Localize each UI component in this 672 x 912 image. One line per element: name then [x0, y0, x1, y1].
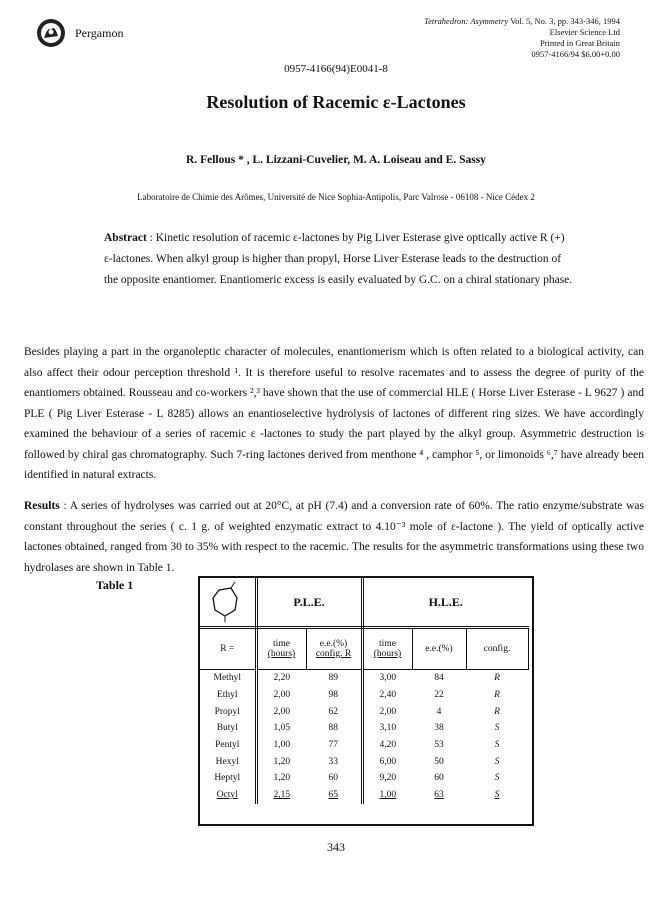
row-time-ple: 1,20 — [273, 756, 291, 767]
row-r: Heptyl — [200, 770, 256, 787]
table-row — [200, 753, 528, 770]
results-table — [198, 576, 534, 826]
col-time-hle-unit: (hours) — [373, 649, 402, 659]
col-time-ple-unit: (hours) — [267, 649, 296, 659]
journal-printed: Printed in Great Britain — [539, 38, 620, 48]
row-time-ple: 2,20 — [273, 673, 291, 684]
row-r: Methyl — [200, 670, 256, 687]
publisher-logo-icon — [36, 18, 66, 48]
row-time-ple: 2,00 — [273, 706, 291, 717]
row-ee-ple: 62 — [306, 703, 362, 720]
row-time-hle: 4,20 — [379, 740, 397, 751]
journal-copyright: Elsevier Science Ltd — [549, 27, 620, 37]
row-ee-hle: 53 — [434, 740, 444, 751]
article-doi: 0957-4166(94)E0041-8 — [284, 63, 388, 75]
row-r: Hexyl — [200, 753, 256, 770]
abstract-text: : Kinetic resolution of racemic ε-lactones by Pig Liver Esterase give optically active R (+) ε-lactones. When alkyl group is higher than propyl, Horse Liver Esterase leads to the destruction of the opposite enantiomer. Enantiomeric excess is easily evaluated by G.C. on a chiral stationary phase. — [104, 232, 573, 286]
journal-name: Tetrahedron: Asymmetry — [424, 16, 509, 26]
table-row — [200, 703, 528, 720]
col-time-hle — [362, 628, 412, 670]
row-time-hle: 2,40 — [379, 690, 397, 701]
table-row — [200, 737, 528, 754]
article-affiliation: Laboratoire de Chimie des Arômes, Université de Nice Sophia-Antipolis, Parc Valrose - 06108 - Nice Cédex 2 — [137, 192, 535, 202]
col-time-hle-label: time — [379, 639, 396, 649]
row-ee-hle: 22 — [434, 690, 444, 701]
row-ee-hle: 84 — [434, 673, 444, 684]
row-ee-hle: 50 — [434, 756, 444, 767]
row-r: Pentyl — [200, 737, 256, 754]
row-ee-hle: 60 — [434, 773, 444, 784]
row-time-hle: 9,20 — [379, 773, 397, 784]
row-ee-ple: 77 — [306, 737, 362, 754]
row-r: Octyl — [200, 787, 256, 804]
row-config-hle: S — [494, 740, 500, 751]
table-header-row — [200, 578, 528, 628]
row-ee-ple: 88 — [306, 720, 362, 737]
row-time-hle: 2,00 — [379, 706, 397, 717]
page-number: 343 — [327, 840, 345, 854]
col-config-hle: config. — [466, 628, 528, 670]
row-config-hle: S — [494, 773, 500, 784]
hle-title: H.L.E. — [428, 594, 463, 609]
journal-citation — [424, 16, 620, 60]
col-ee-hle: e.e.(%) — [412, 628, 466, 670]
journal-price: 0957-4166/94 $6.00+0.00 — [531, 49, 620, 59]
abstract — [104, 228, 574, 291]
article-authors: R. Fellous * , L. Lizzani-Cuvelier, M. A. Loiseau and E. Sassy — [186, 154, 486, 166]
row-config-hle: S — [494, 723, 500, 734]
table-column-row — [200, 628, 528, 670]
publisher-name: Pergamon — [75, 26, 124, 40]
row-time-ple: 2,15 — [273, 790, 291, 801]
table-row — [200, 787, 528, 804]
lactone-structure-icon — [205, 580, 249, 626]
row-r: Ethyl — [200, 687, 256, 704]
row-time-ple: 1,05 — [273, 723, 291, 734]
col-ee-ple-label: e.e.(%) — [319, 639, 348, 649]
row-time-hle: 3,00 — [379, 673, 397, 684]
hle-header — [362, 578, 528, 628]
results-label: Results — [24, 500, 60, 512]
intro-paragraph: Besides playing a part in the organoleptic character of molecules, enantiomerism which is often related to a biological activity, can also affect their odour perception threshold ¹. It is therefore useful to resolve racemates and to assess the degree of purity of the enantiomers obtained. Rousseau and co-workers ²,³ have shown that the use of commercial HLE ( Horse Liver Esterase - L 9627 ) and PLE ( Pig Liver Esterase - L 8285) allows an enantioselective hydrolysis of lactones of different ring sizes. We have accordingly examined the behaviour of a series of racemic ε -lactones to study the part played by the alkyl group. Asymmetric destruction is followed by chiral gas chromatography. Such 7-ring lactones derived from menthone ⁴ , camphor ⁵, or limonoids ⁶,⁷ have already been identified in natural extracts. — [24, 346, 644, 481]
row-config-hle: R — [494, 690, 500, 701]
ple-title: P.L.E. — [293, 594, 325, 609]
table-caption: Table 1 — [96, 578, 134, 592]
row-ee-hle: 38 — [434, 723, 444, 734]
row-time-ple: 1,00 — [273, 740, 291, 751]
structure-cell — [200, 578, 256, 628]
table-row — [200, 720, 528, 737]
row-time-ple: 1,20 — [273, 773, 291, 784]
row-time-ple: 2,00 — [273, 690, 291, 701]
row-config-hle: S — [494, 756, 500, 767]
table-row — [200, 687, 528, 704]
row-ee-hle: 4 — [436, 706, 442, 717]
table-row — [200, 770, 528, 787]
row-ee-ple: 65 — [306, 787, 362, 804]
row-time-hle: 6,00 — [379, 756, 397, 767]
row-ee-ple: 33 — [306, 753, 362, 770]
row-r: Butyl — [200, 720, 256, 737]
col-time-ple-label: time — [273, 639, 290, 649]
col-config-ple-label: config. R — [315, 649, 352, 659]
row-r: Propyl — [200, 703, 256, 720]
row-config-hle: S — [494, 790, 500, 801]
row-ee-ple: 98 — [306, 687, 362, 704]
col-r: R = — [200, 628, 256, 670]
journal-issue: Vol. 5, No. 3, pp. 343-346, 1994 — [510, 16, 620, 26]
row-config-hle: R — [494, 706, 500, 717]
row-time-hle: 3,10 — [379, 723, 397, 734]
results-text: : A series of hydrolyses was carried out at 20°C, at pH (7.4) and a conversion rate of 60%. The ratio enzyme/substrate was constant throughout the series ( c. 1 g. of weighted enzymatic extract to 4.10⁻³ mole of ε-lactone ). The yield of optically active lactones obtained, ranged from 30 to 35% with respect to the racemic. The results for the asymmetric transformations using these two hydrolases are shown in Table 1. — [24, 500, 644, 574]
row-ee-ple: 60 — [306, 770, 362, 787]
row-ee-hle: 63 — [434, 790, 444, 801]
ple-header — [256, 578, 362, 628]
row-time-hle: 1,00 — [379, 790, 397, 801]
row-ee-ple: 89 — [306, 670, 362, 687]
col-ee-ple — [306, 628, 362, 670]
row-config-hle: R — [494, 673, 500, 684]
col-time-ple — [256, 628, 306, 670]
article-title: Resolution of Racemic ε-Lactones — [206, 92, 466, 112]
abstract-label: Abstract — [104, 232, 147, 244]
results-paragraph — [24, 496, 644, 578]
table-row — [200, 670, 528, 687]
